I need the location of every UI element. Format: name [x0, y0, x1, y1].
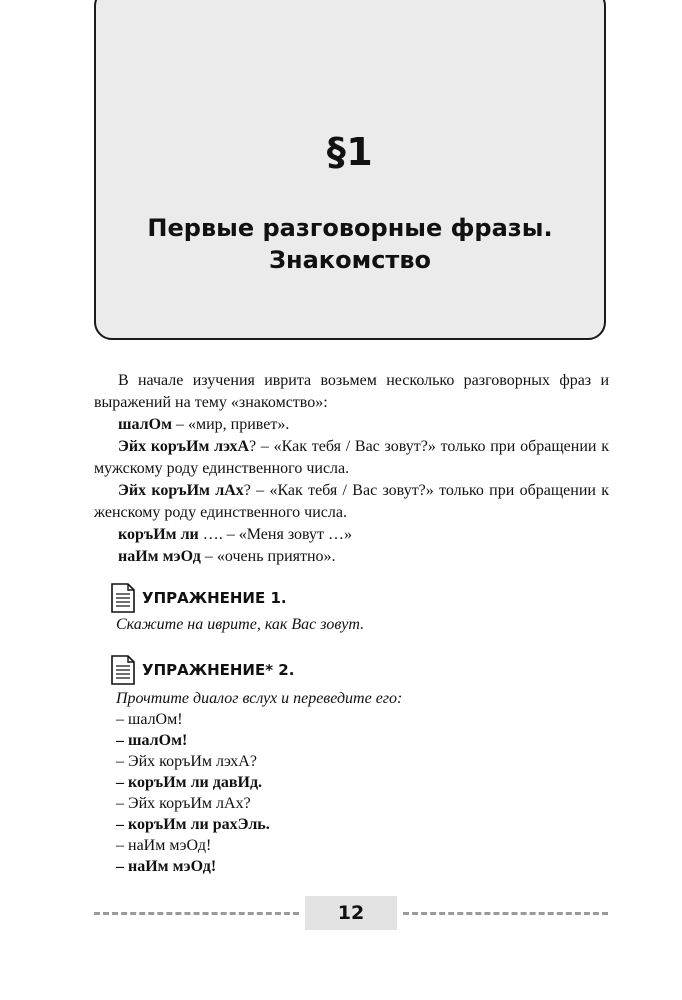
phrase-what-is-your-name-f	[94, 480, 609, 524]
footer-divider-left	[94, 912, 299, 915]
phrase-term: шалОм	[118, 416, 172, 433]
exercise-1-heading	[110, 583, 287, 613]
section-number: §1	[326, 130, 374, 174]
section-title-line-1: Первые разговорные фразы.	[147, 214, 553, 242]
phrase-translation: …. – «Меня зовут …»	[198, 526, 353, 543]
phrase-translation: ? – «Как тебя / Вас зовут?» только при обращении к женскому роду единственного числа.	[94, 482, 609, 521]
dialog-line: – шалОм!	[116, 711, 183, 728]
phrase-term: наИм мэОд	[118, 548, 201, 565]
document-icon	[110, 583, 136, 613]
phrase-term: Эйх коръИм лАх	[118, 482, 244, 499]
phrase-my-name-is	[94, 524, 609, 546]
dialog-line: – Эйх коръИм лАх?	[116, 795, 251, 812]
exercise-1-body	[116, 614, 596, 635]
dialog-line: – наИм мэОд!	[116, 858, 217, 875]
exercise-2-label: УПРАЖНЕНИЕ* 2.	[142, 661, 295, 679]
phrase-term: Эйх коръИм лэхА	[118, 438, 249, 455]
phrase-translation: – «очень приятно».	[200, 548, 336, 565]
section-header-box	[94, 0, 606, 340]
phrase-translation: ? – «Как тебя / Вас зовут?» только при обращении к мужскому роду единственного числа.	[94, 438, 609, 477]
intro-paragraph: В начале изучения иврита возьмем несколько разговорных фраз и выражений на тему «знакомство»:	[94, 372, 609, 411]
exercise-2-body	[116, 688, 596, 877]
exercise-1-label: УПРАЖНЕНИЕ 1.	[142, 589, 287, 607]
dialog-line: – коръИм ли рахЭль.	[116, 816, 270, 833]
document-icon	[110, 655, 136, 685]
phrase-nice-to-meet	[94, 546, 609, 568]
section-title	[96, 212, 604, 276]
section-title-line-2: Знакомство	[268, 246, 432, 274]
page-number: 12	[305, 896, 397, 930]
dialog-line: – шалОм!	[116, 732, 188, 749]
footer-divider-right	[403, 912, 608, 915]
phrase-term: коръИм ли	[118, 526, 199, 543]
phrase-what-is-your-name-m	[94, 436, 609, 480]
dialog-line: – коръИм ли давИд.	[116, 774, 263, 791]
exercise-1-instruction: Скажите на иврите, как Вас зовут.	[116, 616, 365, 633]
exercise-2-heading	[110, 655, 294, 685]
intro-text	[94, 370, 609, 568]
phrase-shalom	[94, 414, 609, 436]
exercise-2-instruction: Прочтите диалог вслух и переведите его:	[116, 690, 403, 707]
phrase-translation: – «мир, привет».	[171, 416, 290, 433]
dialog-line: – Эйх коръИм лэхА?	[116, 753, 257, 770]
dialog-line: – наИм мэОд!	[116, 837, 212, 854]
